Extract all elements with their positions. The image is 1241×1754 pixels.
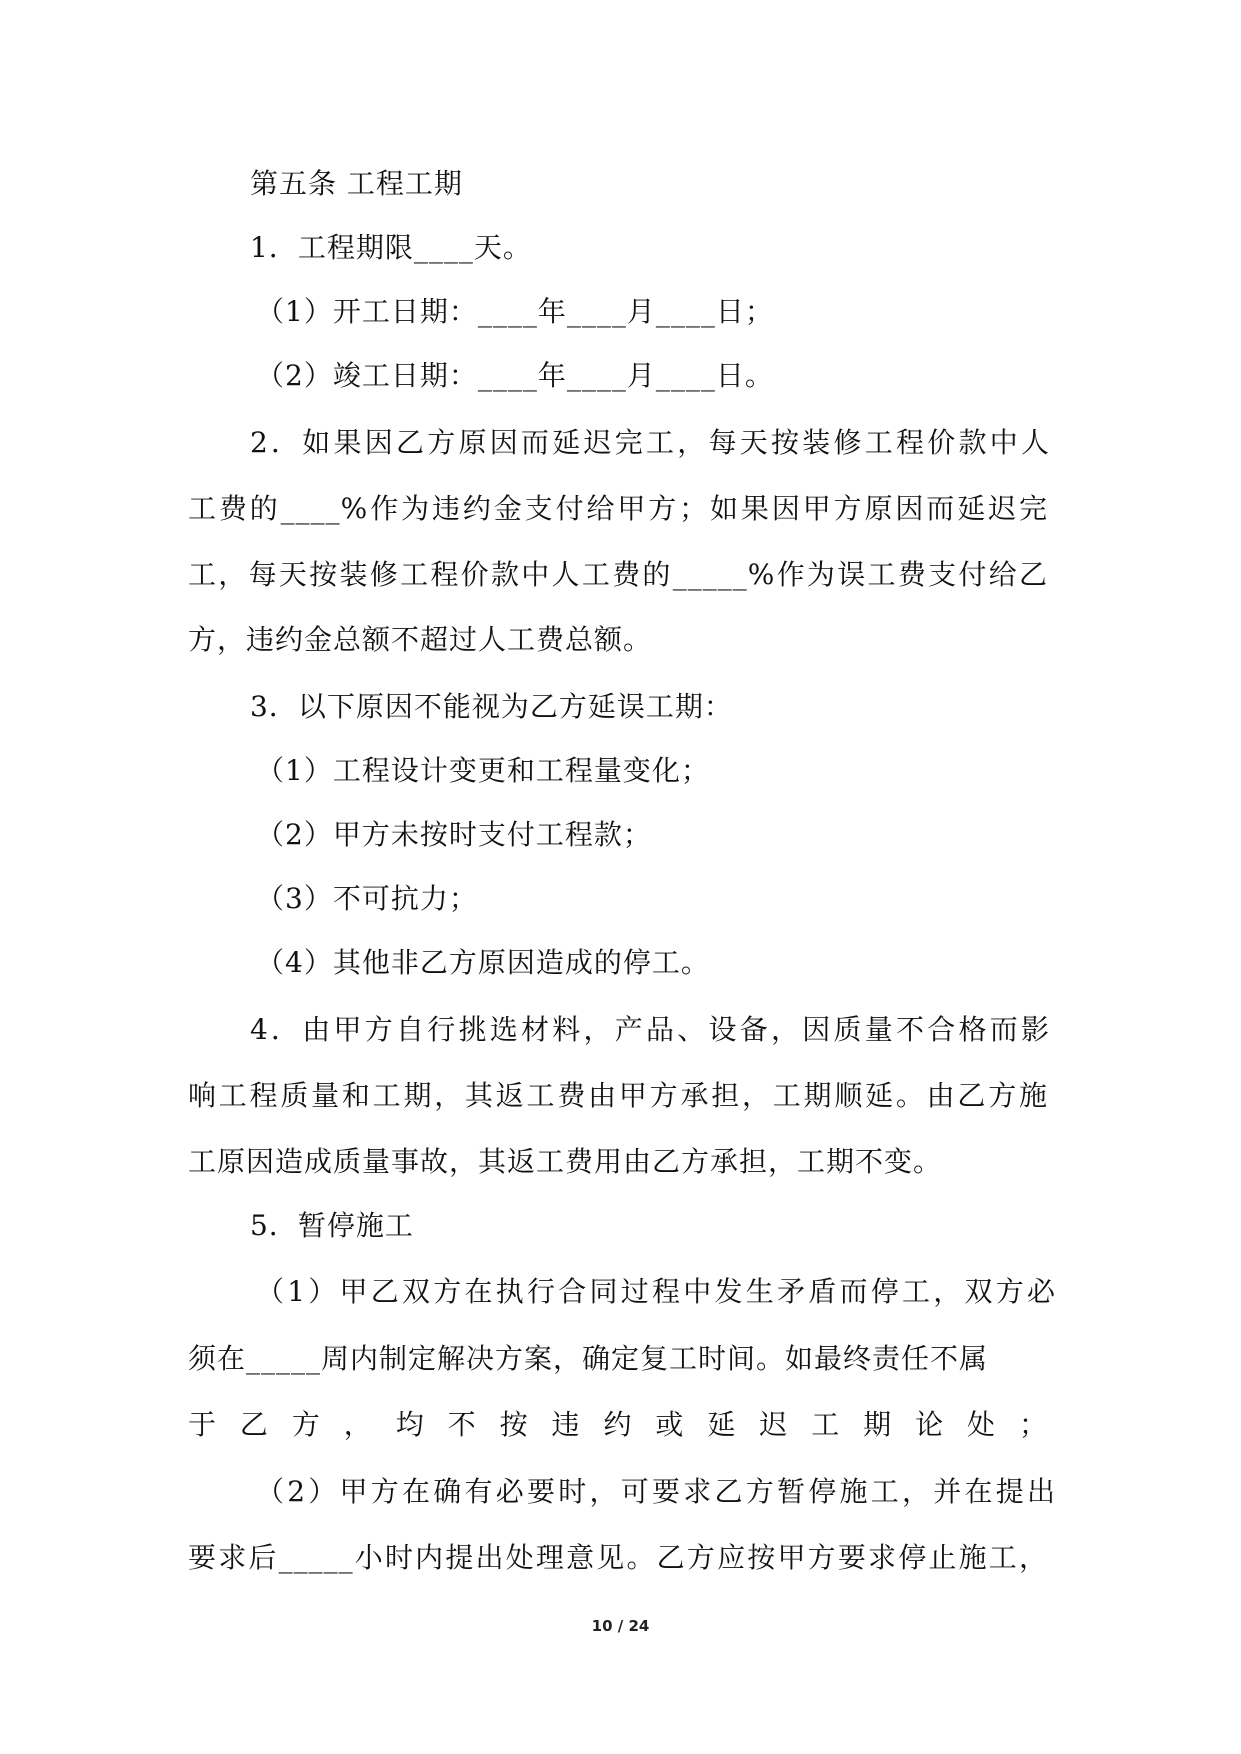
line-text: （3）不可抗力； bbox=[256, 882, 478, 915]
paragraph-line bbox=[0, 687, 1241, 727]
paragraph-line bbox=[0, 1472, 1241, 1512]
paragraph-line bbox=[0, 356, 1241, 396]
line-text: 工费的____%作为违约金支付给甲方；如果因甲方原因而延迟完 bbox=[188, 492, 1048, 525]
paragraph-line bbox=[0, 1339, 1241, 1379]
line-text: （2）甲方未按时支付工程款； bbox=[256, 818, 652, 851]
line-text: 4．由甲方自行挑选材料，产品、设备，因质量不合格而影 bbox=[250, 1013, 1050, 1046]
line-text: 要求后_____小时内提出处理意见。乙方应按甲方要求停止施工， bbox=[188, 1541, 1048, 1574]
paragraph-line bbox=[0, 1206, 1241, 1246]
paragraph-line bbox=[0, 1272, 1241, 1312]
line-text: （4）其他非乙方原因造成的停工。 bbox=[256, 946, 710, 979]
line-text: 2．如果因乙方原因而延迟完工，每天按装修工程价款中人 bbox=[250, 426, 1050, 459]
paragraph-line bbox=[0, 1142, 1241, 1182]
line-text: （1）开工日期：____年____月____日； bbox=[256, 295, 774, 328]
paragraph-line bbox=[0, 1405, 1241, 1445]
line-text: （2）甲方在确有必要时，可要求乙方暂停施工，并在提出 bbox=[256, 1475, 1056, 1508]
section-heading bbox=[0, 164, 1241, 204]
line-text: 3．以下原因不能视为乙方延误工期： bbox=[250, 690, 733, 723]
line-text: 工，每天按装修工程价款中人工费的_____%作为误工费支付给乙 bbox=[188, 558, 1048, 591]
paragraph-line bbox=[0, 423, 1241, 463]
line-text: 5．暂停施工 bbox=[250, 1209, 414, 1242]
line-text: 1．工程期限____天。 bbox=[250, 231, 532, 264]
line-text: 于乙方，均不按违约或延迟工期论处； bbox=[188, 1408, 1048, 1441]
line-text: （1）工程设计变更和工程量变化； bbox=[256, 754, 710, 787]
paragraph-line bbox=[0, 943, 1241, 983]
line-text: （2）竣工日期：____年____月____日。 bbox=[256, 359, 774, 392]
paragraph-line bbox=[0, 555, 1241, 595]
line-text: 响工程质量和工期，其返工费由甲方承担，工期顺延。由乙方施 bbox=[188, 1079, 1048, 1112]
page-number: 10 / 24 bbox=[591, 1617, 650, 1635]
paragraph-line bbox=[0, 751, 1241, 791]
paragraph-line bbox=[0, 292, 1241, 332]
paragraph-line bbox=[0, 620, 1241, 660]
paragraph-line bbox=[0, 815, 1241, 855]
paragraph-line bbox=[0, 879, 1241, 919]
paragraph-line bbox=[0, 1076, 1241, 1116]
line-text: 方，违约金总额不超过人工费总额。 bbox=[188, 623, 653, 656]
line-text: （1）甲乙双方在执行合同过程中发生矛盾而停工，双方必 bbox=[256, 1275, 1056, 1308]
paragraph-line bbox=[0, 489, 1241, 529]
line-text: 第五条 工程工期 bbox=[250, 167, 463, 200]
line-text: 工原因造成质量事故，其返工费用由乙方承担，工期不变。 bbox=[188, 1145, 943, 1178]
line-text: 须在_____周内制定解决方案，确定复工时间。如最终责任不属 bbox=[188, 1342, 989, 1375]
paragraph-line bbox=[0, 1538, 1241, 1578]
paragraph-line bbox=[0, 228, 1241, 268]
paragraph-line bbox=[0, 1010, 1241, 1050]
